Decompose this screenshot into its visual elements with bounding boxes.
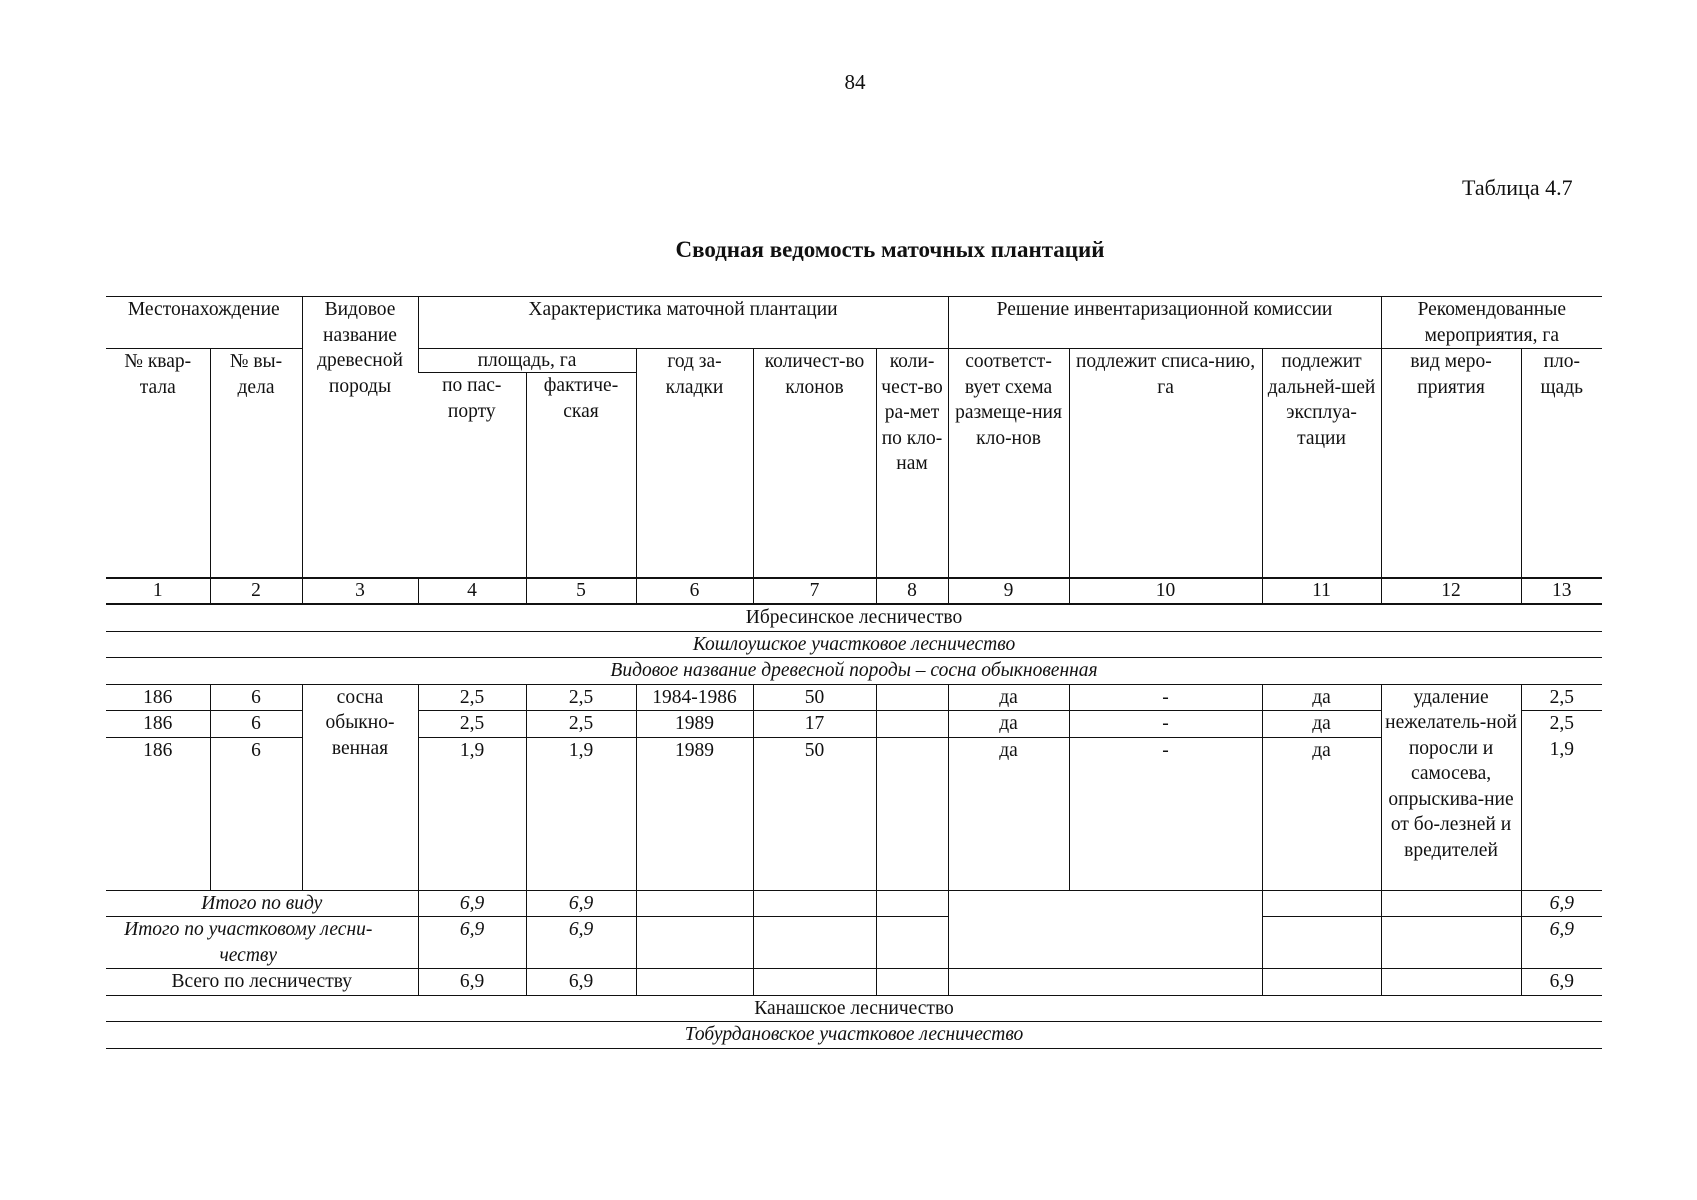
total-measure-area: 6,9 — [1521, 917, 1602, 969]
total-area-actual: 6,9 — [526, 917, 636, 969]
further-use-cell: да — [1262, 684, 1381, 711]
header-measure-area: пло-щадь — [1521, 349, 1602, 579]
header-write-off: подлежит списа-нию, га — [1069, 349, 1262, 579]
total-row — [106, 917, 1602, 969]
section-cell: 6 — [210, 737, 302, 890]
total-empty — [948, 917, 1262, 969]
table-row — [106, 684, 1602, 711]
area-passport-cell: 2,5 — [418, 684, 526, 711]
header-characteristics: Характеристика маточной плантации — [418, 297, 948, 349]
measure-type-cell: удаление нежелатель-ной поросли и самосева, опрыскива-ние от бо-лезней и вредителей — [1381, 684, 1521, 890]
district-row — [106, 631, 1602, 658]
total-measure-area: 6,9 — [1521, 890, 1602, 917]
header-section: № вы-дела — [210, 349, 302, 579]
conforms-cell: да — [948, 684, 1069, 711]
total-area-actual: 6,9 — [526, 890, 636, 917]
forestry-row — [106, 604, 1602, 631]
header-conforms: соответст-вует схема размеще-ния кло-нов — [948, 349, 1069, 579]
species-cell: сосна обыкно-венная — [302, 684, 418, 890]
header-further-use: подлежит дальней-шей эксплуа-тации — [1262, 349, 1381, 579]
total-empty — [876, 969, 948, 996]
header-row-1 — [106, 297, 1602, 349]
column-number: 8 — [876, 578, 948, 604]
ramets-cell — [876, 684, 948, 711]
total-area-actual: 6,9 — [526, 969, 636, 996]
column-number: 9 — [948, 578, 1069, 604]
measure-area-cell: 1,9 — [1521, 737, 1602, 890]
section-cell: 6 — [210, 711, 302, 738]
quarter-cell: 186 — [106, 684, 210, 711]
total-empty — [753, 969, 876, 996]
total-empty — [1262, 969, 1381, 996]
clones-cell: 17 — [753, 711, 876, 738]
header-commission: Решение инвентаризационной комиссии — [948, 297, 1381, 349]
clones-cell: 50 — [753, 684, 876, 711]
section-cell: 6 — [210, 684, 302, 711]
total-empty — [876, 917, 948, 969]
district-row — [106, 1022, 1602, 1049]
total-empty — [948, 969, 1262, 996]
header-area: площадь, га — [418, 349, 636, 373]
total-empty — [1381, 969, 1521, 996]
header-year: год за-кладки — [636, 349, 753, 579]
header-clones: количест-во клонов — [753, 349, 876, 579]
total-empty — [948, 890, 1262, 917]
table-label: Таблица 4.7 — [1462, 175, 1573, 200]
total-row — [106, 890, 1602, 917]
species-group-row — [106, 658, 1602, 685]
header-location: Местонахождение — [106, 297, 302, 349]
page-number: 84 — [844, 70, 866, 94]
area-actual-cell: 1,9 — [526, 737, 636, 890]
total-empty — [1262, 890, 1381, 917]
total-empty — [1262, 917, 1381, 969]
clones-cell: 50 — [753, 737, 876, 890]
column-number: 4 — [418, 578, 526, 604]
header-ramets: коли-чест-во ра-мет по кло-нам — [876, 349, 948, 579]
header-area-passport: по пас-порту — [442, 375, 502, 422]
forestry-name: Ибресинское лесничество — [106, 604, 1602, 631]
page-title: Сводная ведомость маточных плантаций — [675, 237, 1105, 262]
year-cell: 1989 — [636, 737, 753, 890]
total-area-passport: 6,9 — [418, 917, 526, 969]
column-number: 13 — [1521, 578, 1602, 604]
species-group: Видовое название древесной породы – сосна обыкновенная — [106, 658, 1602, 685]
total-empty — [1381, 890, 1521, 917]
total-empty — [876, 890, 948, 917]
header-recommended: Рекомендованные мероприятия, га — [1381, 297, 1602, 349]
total-label: Итого по участковому лесни-честву — [106, 917, 418, 969]
column-number: 6 — [636, 578, 753, 604]
column-numbers-row — [106, 578, 1602, 604]
column-number: 2 — [210, 578, 302, 604]
ramets-cell — [876, 711, 948, 738]
write-off-cell: - — [1069, 737, 1262, 890]
area-passport-cell: 1,9 — [418, 737, 526, 890]
conforms-cell: да — [948, 711, 1069, 738]
quarter-cell: 186 — [106, 711, 210, 738]
area-actual-cell: 2,5 — [526, 711, 636, 738]
forestry-name: Канашское лесничество — [106, 995, 1602, 1022]
write-off-cell: - — [1069, 711, 1262, 738]
total-label: Всего по лесничеству — [106, 969, 418, 996]
measure-area-cell: 2,5 — [1521, 711, 1602, 738]
total-row — [106, 969, 1602, 996]
total-empty — [753, 917, 876, 969]
column-number: 7 — [753, 578, 876, 604]
column-number: 3 — [302, 578, 418, 604]
total-area-passport: 6,9 — [418, 969, 526, 996]
further-use-cell: да — [1262, 711, 1381, 738]
district-name: Кошлоушское участковое лесничество — [106, 631, 1602, 658]
total-empty — [753, 890, 876, 917]
header-area-actual: фактиче-ская — [526, 373, 636, 579]
ramets-cell — [876, 737, 948, 890]
year-cell: 1989 — [636, 711, 753, 738]
column-number: 11 — [1262, 578, 1381, 604]
column-number: 1 — [106, 578, 210, 604]
total-empty — [636, 917, 753, 969]
total-empty — [636, 969, 753, 996]
plantation-table — [106, 296, 1602, 1049]
header-quarter: № квар-тала — [124, 351, 192, 398]
further-use-cell: да — [1262, 737, 1381, 890]
conforms-cell: да — [948, 737, 1069, 890]
column-number: 12 — [1381, 578, 1521, 604]
total-label: Итого по виду — [106, 890, 418, 917]
total-area-passport: 6,9 — [418, 890, 526, 917]
area-passport-cell: 2,5 — [418, 711, 526, 738]
write-off-cell: - — [1069, 684, 1262, 711]
forestry-row — [106, 995, 1602, 1022]
district-name: Тобурдановское участковое лесничество — [106, 1022, 1602, 1049]
column-number: 5 — [526, 578, 636, 604]
total-measure-area: 6,9 — [1521, 969, 1602, 996]
column-number: 10 — [1069, 578, 1262, 604]
header-measure-type: вид меро-приятия — [1381, 349, 1521, 579]
measure-area-cell: 2,5 — [1521, 684, 1602, 711]
total-empty — [636, 890, 753, 917]
quarter-cell: 186 — [106, 737, 210, 890]
total-empty — [1381, 917, 1521, 969]
year-cell: 1984-1986 — [636, 684, 753, 711]
header-species: Видовое название древесной породы — [302, 297, 418, 579]
area-actual-cell: 2,5 — [526, 684, 636, 711]
